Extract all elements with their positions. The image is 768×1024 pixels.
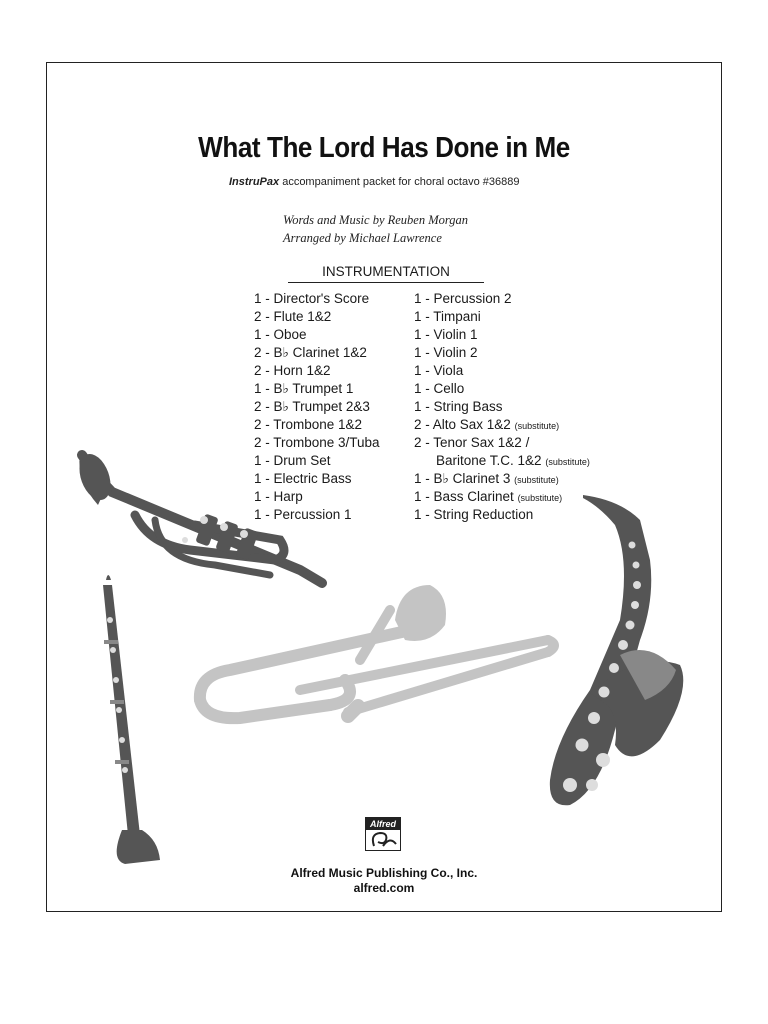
instrument-item: 1 - Percussion 1	[254, 507, 352, 522]
publisher-block	[0, 866, 768, 896]
substitute-note: (substitute)	[517, 493, 563, 503]
instrument-item: 1 - B♭ Trumpet 1	[254, 381, 354, 396]
instrument-item: 1 - Cello	[414, 381, 465, 396]
instrument-item: 1 - Percussion 2	[414, 291, 512, 306]
instrument-item: 1 - Timpani	[414, 309, 481, 324]
instrument-item: 2 - Trombone 1&2	[254, 417, 363, 432]
instrument-item: 1 - Oboe	[254, 327, 307, 342]
instrument-item: 1 - Director's Score	[254, 291, 370, 306]
instrument-item	[414, 488, 590, 506]
alfred-logo	[365, 817, 401, 851]
instrument-item	[414, 452, 590, 470]
instrument-item: 2 - Trombone 3/Tuba	[254, 435, 380, 450]
instrument-item: 2 - B♭ Clarinet 1&2	[254, 345, 367, 360]
substitute-note: (substitute)	[514, 475, 559, 485]
subtitle	[229, 176, 519, 188]
instrument-item: 1 - Viola	[414, 363, 464, 378]
instrument-item: 1 - String Reduction	[414, 507, 534, 522]
instrument-item: 1 - Drum Set	[254, 453, 331, 468]
instrument-item	[414, 416, 590, 434]
saxophone-icon	[550, 495, 683, 805]
publisher-url: alfred.com	[353, 881, 415, 895]
clarinet-icon	[103, 575, 160, 864]
credit-words-music: Words and Music by Reuben Morgan	[283, 213, 469, 227]
subtitle-text: accompaniment packet for choral octavo #36889	[279, 176, 520, 188]
publisher-name: Alfred Music Publishing Co., Inc.	[290, 866, 478, 880]
instrument-label: 2 - Alto Sax 1&2	[414, 417, 511, 432]
instrument-item: 2 - Flute 1&2	[254, 309, 332, 324]
trombone-icon	[200, 585, 554, 718]
instrument-item: 1 - Harp	[254, 489, 303, 504]
instrument-item: 1 - Electric Bass	[254, 471, 352, 486]
substitute-note: (substitute)	[545, 457, 590, 467]
logo-emblem-icon	[366, 830, 400, 850]
credits	[283, 211, 468, 247]
instrumentation-left-column	[254, 290, 380, 524]
subtitle-brand: InstruPax	[229, 176, 280, 188]
instrumentation-right-column	[414, 290, 590, 524]
instrumentation-heading: INSTRUMENTATION	[288, 264, 484, 283]
instrument-item: 2 - B♭ Trumpet 2&3	[254, 399, 370, 414]
instrument-item: 1 - String Bass	[414, 399, 503, 414]
instrument-item: 1 - Violin 2	[414, 345, 478, 360]
logo-text: Alfred	[366, 818, 400, 830]
instrument-item: 2 - Horn 1&2	[254, 363, 331, 378]
instrument-label: 1 - B♭ Clarinet 3	[414, 471, 511, 486]
instrument-item: 1 - Violin 1	[414, 327, 478, 342]
instrument-item: 2 - Tenor Sax 1&2 /	[414, 435, 530, 450]
instrument-label: 1 - Bass Clarinet	[414, 489, 514, 504]
substitute-note: (substitute)	[514, 421, 560, 431]
page-title: What The Lord Has Done in Me	[198, 132, 570, 164]
credit-arranged: Arranged by Michael Lawrence	[283, 231, 442, 245]
instrument-item	[414, 470, 590, 488]
instrument-label: Baritone T.C. 1&2	[436, 453, 542, 468]
